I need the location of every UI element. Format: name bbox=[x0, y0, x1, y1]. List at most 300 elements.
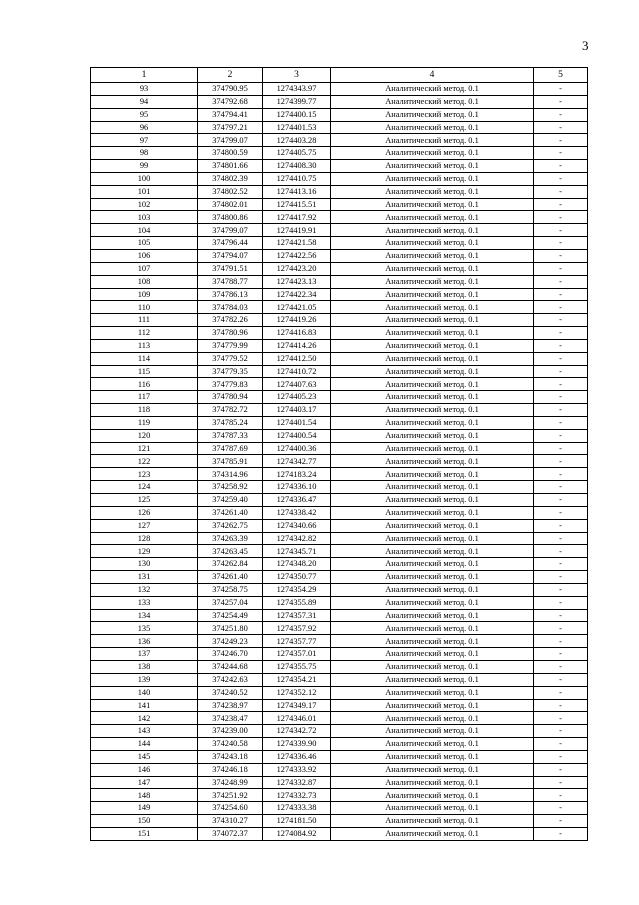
table-row bbox=[91, 83, 588, 96]
method-cell: Аналитический метод. 0.1 bbox=[331, 789, 534, 802]
table-row bbox=[91, 712, 588, 725]
x-coordinate-cell: 374782.72 bbox=[198, 404, 263, 417]
x-coordinate-cell: 374261.40 bbox=[198, 571, 263, 584]
y-coordinate-cell: 1274403.28 bbox=[263, 134, 331, 147]
method-cell: Аналитический метод. 0.1 bbox=[331, 147, 534, 160]
y-coordinate-cell: 1274419.26 bbox=[263, 314, 331, 327]
x-coordinate-cell: 374246.70 bbox=[198, 648, 263, 661]
table-row bbox=[91, 339, 588, 352]
method-cell: Аналитический метод. 0.1 bbox=[331, 725, 534, 738]
table-row bbox=[91, 198, 588, 211]
point-number-cell: 104 bbox=[91, 224, 198, 237]
x-coordinate-cell: 374240.52 bbox=[198, 686, 263, 699]
x-coordinate-cell: 374780.94 bbox=[198, 391, 263, 404]
table-row bbox=[91, 532, 588, 545]
x-coordinate-cell: 374787.69 bbox=[198, 442, 263, 455]
x-coordinate-cell: 374251.92 bbox=[198, 789, 263, 802]
y-coordinate-cell: 1274357.92 bbox=[263, 622, 331, 635]
point-number-cell: 146 bbox=[91, 763, 198, 776]
x-coordinate-cell: 374263.45 bbox=[198, 545, 263, 558]
method-cell: Аналитический метод. 0.1 bbox=[331, 545, 534, 558]
x-coordinate-cell: 374072.37 bbox=[198, 827, 263, 840]
dash-cell: - bbox=[534, 571, 588, 584]
dash-cell: - bbox=[534, 249, 588, 262]
dash-cell: - bbox=[534, 635, 588, 648]
table-row bbox=[91, 455, 588, 468]
table-row bbox=[91, 404, 588, 417]
y-coordinate-cell: 1274352.12 bbox=[263, 686, 331, 699]
y-coordinate-cell: 1274350.77 bbox=[263, 571, 331, 584]
table-row bbox=[91, 481, 588, 494]
table-row bbox=[91, 802, 588, 815]
x-coordinate-cell: 374246.18 bbox=[198, 763, 263, 776]
point-number-cell: 98 bbox=[91, 147, 198, 160]
method-cell: Аналитический метод. 0.1 bbox=[331, 622, 534, 635]
y-coordinate-cell: 1274355.75 bbox=[263, 660, 331, 673]
point-number-cell: 115 bbox=[91, 365, 198, 378]
point-number-cell: 150 bbox=[91, 815, 198, 828]
y-coordinate-cell: 1274410.75 bbox=[263, 172, 331, 185]
table-row bbox=[91, 609, 588, 622]
y-coordinate-cell: 1274357.01 bbox=[263, 648, 331, 661]
y-coordinate-cell: 1274332.73 bbox=[263, 789, 331, 802]
x-coordinate-cell: 374779.99 bbox=[198, 339, 263, 352]
dash-cell: - bbox=[534, 609, 588, 622]
y-coordinate-cell: 1274400.36 bbox=[263, 442, 331, 455]
dash-cell: - bbox=[534, 134, 588, 147]
x-coordinate-cell: 374786.13 bbox=[198, 288, 263, 301]
x-coordinate-cell: 374785.24 bbox=[198, 416, 263, 429]
method-cell: Аналитический метод. 0.1 bbox=[331, 699, 534, 712]
method-cell: Аналитический метод. 0.1 bbox=[331, 442, 534, 455]
method-cell: Аналитический метод. 0.1 bbox=[331, 314, 534, 327]
point-number-cell: 126 bbox=[91, 506, 198, 519]
method-cell: Аналитический метод. 0.1 bbox=[331, 83, 534, 96]
table-row bbox=[91, 160, 588, 173]
dash-cell: - bbox=[534, 815, 588, 828]
dash-cell: - bbox=[534, 738, 588, 751]
dash-cell: - bbox=[534, 802, 588, 815]
table-row bbox=[91, 789, 588, 802]
table-row bbox=[91, 262, 588, 275]
dash-cell: - bbox=[534, 532, 588, 545]
column-header-2: 2 bbox=[198, 68, 263, 83]
x-coordinate-cell: 374243.18 bbox=[198, 750, 263, 763]
point-number-cell: 136 bbox=[91, 635, 198, 648]
y-coordinate-cell: 1274415.51 bbox=[263, 198, 331, 211]
method-cell: Аналитический метод. 0.1 bbox=[331, 95, 534, 108]
x-coordinate-cell: 374238.97 bbox=[198, 699, 263, 712]
dash-cell: - bbox=[534, 211, 588, 224]
table-row bbox=[91, 327, 588, 340]
method-cell: Аналитический метод. 0.1 bbox=[331, 635, 534, 648]
dash-cell: - bbox=[534, 648, 588, 661]
x-coordinate-cell: 374794.41 bbox=[198, 108, 263, 121]
method-cell: Аналитический метод. 0.1 bbox=[331, 763, 534, 776]
x-coordinate-cell: 374780.96 bbox=[198, 327, 263, 340]
method-cell: Аналитический метод. 0.1 bbox=[331, 468, 534, 481]
dash-cell: - bbox=[534, 712, 588, 725]
point-number-cell: 114 bbox=[91, 352, 198, 365]
table-row bbox=[91, 776, 588, 789]
table-row bbox=[91, 815, 588, 828]
table-row bbox=[91, 763, 588, 776]
x-coordinate-cell: 374248.99 bbox=[198, 776, 263, 789]
dash-cell: - bbox=[534, 95, 588, 108]
point-number-cell: 139 bbox=[91, 673, 198, 686]
table-row bbox=[91, 686, 588, 699]
method-cell: Аналитический метод. 0.1 bbox=[331, 391, 534, 404]
method-cell: Аналитический метод. 0.1 bbox=[331, 532, 534, 545]
point-number-cell: 125 bbox=[91, 494, 198, 507]
table-row bbox=[91, 827, 588, 840]
x-coordinate-cell: 374800.86 bbox=[198, 211, 263, 224]
y-coordinate-cell: 1274354.29 bbox=[263, 583, 331, 596]
table-row bbox=[91, 391, 588, 404]
method-cell: Аналитический метод. 0.1 bbox=[331, 134, 534, 147]
y-coordinate-cell: 1274399.77 bbox=[263, 95, 331, 108]
method-cell: Аналитический метод. 0.1 bbox=[331, 249, 534, 262]
point-number-cell: 121 bbox=[91, 442, 198, 455]
method-cell: Аналитический метод. 0.1 bbox=[331, 673, 534, 686]
method-cell: Аналитический метод. 0.1 bbox=[331, 481, 534, 494]
method-cell: Аналитический метод. 0.1 bbox=[331, 519, 534, 532]
dash-cell: - bbox=[534, 558, 588, 571]
method-cell: Аналитический метод. 0.1 bbox=[331, 815, 534, 828]
x-coordinate-cell: 374262.75 bbox=[198, 519, 263, 532]
dash-cell: - bbox=[534, 763, 588, 776]
x-coordinate-cell: 374251.80 bbox=[198, 622, 263, 635]
method-cell: Аналитический метод. 0.1 bbox=[331, 237, 534, 250]
x-coordinate-cell: 374794.07 bbox=[198, 249, 263, 262]
y-coordinate-cell: 1274181.50 bbox=[263, 815, 331, 828]
y-coordinate-cell: 1274410.72 bbox=[263, 365, 331, 378]
dash-cell: - bbox=[534, 776, 588, 789]
table-row bbox=[91, 545, 588, 558]
dash-cell: - bbox=[534, 442, 588, 455]
dash-cell: - bbox=[534, 750, 588, 763]
method-cell: Аналитический метод. 0.1 bbox=[331, 275, 534, 288]
table-row bbox=[91, 494, 588, 507]
point-number-cell: 112 bbox=[91, 327, 198, 340]
y-coordinate-cell: 1274400.54 bbox=[263, 429, 331, 442]
table-row bbox=[91, 237, 588, 250]
point-number-cell: 109 bbox=[91, 288, 198, 301]
method-cell: Аналитический метод. 0.1 bbox=[331, 494, 534, 507]
point-number-cell: 144 bbox=[91, 738, 198, 751]
dash-cell: - bbox=[534, 494, 588, 507]
table-row bbox=[91, 571, 588, 584]
method-cell: Аналитический метод. 0.1 bbox=[331, 198, 534, 211]
method-cell: Аналитический метод. 0.1 bbox=[331, 660, 534, 673]
y-coordinate-cell: 1274349.17 bbox=[263, 699, 331, 712]
table-row bbox=[91, 725, 588, 738]
method-cell: Аналитический метод. 0.1 bbox=[331, 609, 534, 622]
method-cell: Аналитический метод. 0.1 bbox=[331, 571, 534, 584]
y-coordinate-cell: 1274338.42 bbox=[263, 506, 331, 519]
method-cell: Аналитический метод. 0.1 bbox=[331, 262, 534, 275]
method-cell: Аналитический метод. 0.1 bbox=[331, 596, 534, 609]
y-coordinate-cell: 1274405.23 bbox=[263, 391, 331, 404]
point-number-cell: 128 bbox=[91, 532, 198, 545]
y-coordinate-cell: 1274419.91 bbox=[263, 224, 331, 237]
dash-cell: - bbox=[534, 275, 588, 288]
dash-cell: - bbox=[534, 288, 588, 301]
method-cell: Аналитический метод. 0.1 bbox=[331, 416, 534, 429]
table-row bbox=[91, 648, 588, 661]
table-row bbox=[91, 699, 588, 712]
y-coordinate-cell: 1274401.53 bbox=[263, 121, 331, 134]
point-number-cell: 138 bbox=[91, 660, 198, 673]
point-number-cell: 94 bbox=[91, 95, 198, 108]
x-coordinate-cell: 374796.44 bbox=[198, 237, 263, 250]
table-row bbox=[91, 185, 588, 198]
y-coordinate-cell: 1274336.47 bbox=[263, 494, 331, 507]
table-row bbox=[91, 660, 588, 673]
point-number-cell: 105 bbox=[91, 237, 198, 250]
method-cell: Аналитический метод. 0.1 bbox=[331, 738, 534, 751]
dash-cell: - bbox=[534, 365, 588, 378]
method-cell: Аналитический метод. 0.1 bbox=[331, 827, 534, 840]
x-coordinate-cell: 374257.04 bbox=[198, 596, 263, 609]
point-number-cell: 140 bbox=[91, 686, 198, 699]
dash-cell: - bbox=[534, 583, 588, 596]
table-row bbox=[91, 249, 588, 262]
dash-cell: - bbox=[534, 519, 588, 532]
table-row bbox=[91, 352, 588, 365]
x-coordinate-cell: 374244.68 bbox=[198, 660, 263, 673]
table-body bbox=[91, 83, 588, 841]
point-number-cell: 100 bbox=[91, 172, 198, 185]
table-row bbox=[91, 172, 588, 185]
method-cell: Аналитический метод. 0.1 bbox=[331, 429, 534, 442]
method-cell: Аналитический метод. 0.1 bbox=[331, 339, 534, 352]
x-coordinate-cell: 374802.01 bbox=[198, 198, 263, 211]
x-coordinate-cell: 374259.40 bbox=[198, 494, 263, 507]
y-coordinate-cell: 1274336.10 bbox=[263, 481, 331, 494]
table-row bbox=[91, 224, 588, 237]
y-coordinate-cell: 1274348.20 bbox=[263, 558, 331, 571]
table-row bbox=[91, 314, 588, 327]
method-cell: Аналитический метод. 0.1 bbox=[331, 802, 534, 815]
table-row bbox=[91, 301, 588, 314]
point-number-cell: 111 bbox=[91, 314, 198, 327]
point-number-cell: 103 bbox=[91, 211, 198, 224]
dash-cell: - bbox=[534, 83, 588, 96]
method-cell: Аналитический метод. 0.1 bbox=[331, 327, 534, 340]
point-number-cell: 132 bbox=[91, 583, 198, 596]
dash-cell: - bbox=[534, 160, 588, 173]
table-row bbox=[91, 673, 588, 686]
dash-cell: - bbox=[534, 686, 588, 699]
y-coordinate-cell: 1274421.58 bbox=[263, 237, 331, 250]
y-coordinate-cell: 1274408.30 bbox=[263, 160, 331, 173]
table-row bbox=[91, 378, 588, 391]
method-cell: Аналитический метод. 0.1 bbox=[331, 352, 534, 365]
method-cell: Аналитический метод. 0.1 bbox=[331, 108, 534, 121]
method-cell: Аналитический метод. 0.1 bbox=[331, 776, 534, 789]
dash-cell: - bbox=[534, 660, 588, 673]
x-coordinate-cell: 374792.68 bbox=[198, 95, 263, 108]
point-number-cell: 127 bbox=[91, 519, 198, 532]
y-coordinate-cell: 1274422.56 bbox=[263, 249, 331, 262]
x-coordinate-cell: 374784.03 bbox=[198, 301, 263, 314]
table-row bbox=[91, 596, 588, 609]
point-number-cell: 145 bbox=[91, 750, 198, 763]
x-coordinate-cell: 374779.35 bbox=[198, 365, 263, 378]
dash-cell: - bbox=[534, 455, 588, 468]
dash-cell: - bbox=[534, 506, 588, 519]
point-number-cell: 142 bbox=[91, 712, 198, 725]
table-row bbox=[91, 365, 588, 378]
y-coordinate-cell: 1274336.46 bbox=[263, 750, 331, 763]
point-number-cell: 133 bbox=[91, 596, 198, 609]
method-cell: Аналитический метод. 0.1 bbox=[331, 185, 534, 198]
point-number-cell: 101 bbox=[91, 185, 198, 198]
x-coordinate-cell: 374799.07 bbox=[198, 134, 263, 147]
x-coordinate-cell: 374787.33 bbox=[198, 429, 263, 442]
y-coordinate-cell: 1274343.97 bbox=[263, 83, 331, 96]
dash-cell: - bbox=[534, 404, 588, 417]
dash-cell: - bbox=[534, 673, 588, 686]
table-row bbox=[91, 468, 588, 481]
y-coordinate-cell: 1274346.01 bbox=[263, 712, 331, 725]
table-row bbox=[91, 429, 588, 442]
y-coordinate-cell: 1274183.24 bbox=[263, 468, 331, 481]
y-coordinate-cell: 1274412.50 bbox=[263, 352, 331, 365]
point-number-cell: 110 bbox=[91, 301, 198, 314]
point-number-cell: 116 bbox=[91, 378, 198, 391]
method-cell: Аналитический метод. 0.1 bbox=[331, 648, 534, 661]
y-coordinate-cell: 1274416.83 bbox=[263, 327, 331, 340]
table-row bbox=[91, 635, 588, 648]
method-cell: Аналитический метод. 0.1 bbox=[331, 378, 534, 391]
table-row bbox=[91, 442, 588, 455]
point-number-cell: 107 bbox=[91, 262, 198, 275]
dash-cell: - bbox=[534, 622, 588, 635]
method-cell: Аналитический метод. 0.1 bbox=[331, 455, 534, 468]
dash-cell: - bbox=[534, 416, 588, 429]
dash-cell: - bbox=[534, 827, 588, 840]
y-coordinate-cell: 1274332.87 bbox=[263, 776, 331, 789]
y-coordinate-cell: 1274342.77 bbox=[263, 455, 331, 468]
dash-cell: - bbox=[534, 596, 588, 609]
table-row bbox=[91, 121, 588, 134]
method-cell: Аналитический метод. 0.1 bbox=[331, 583, 534, 596]
y-coordinate-cell: 1274400.15 bbox=[263, 108, 331, 121]
dash-cell: - bbox=[534, 185, 588, 198]
y-coordinate-cell: 1274357.31 bbox=[263, 609, 331, 622]
table-row bbox=[91, 622, 588, 635]
y-coordinate-cell: 1274403.17 bbox=[263, 404, 331, 417]
point-number-cell: 143 bbox=[91, 725, 198, 738]
x-coordinate-cell: 374262.84 bbox=[198, 558, 263, 571]
dash-cell: - bbox=[534, 224, 588, 237]
dash-cell: - bbox=[534, 198, 588, 211]
dash-cell: - bbox=[534, 314, 588, 327]
x-coordinate-cell: 374239.00 bbox=[198, 725, 263, 738]
y-coordinate-cell: 1274342.72 bbox=[263, 725, 331, 738]
dash-cell: - bbox=[534, 391, 588, 404]
point-number-cell: 123 bbox=[91, 468, 198, 481]
table-row bbox=[91, 108, 588, 121]
y-coordinate-cell: 1274405.75 bbox=[263, 147, 331, 160]
table-row bbox=[91, 750, 588, 763]
x-coordinate-cell: 374240.58 bbox=[198, 738, 263, 751]
point-number-cell: 102 bbox=[91, 198, 198, 211]
y-coordinate-cell: 1274354.21 bbox=[263, 673, 331, 686]
y-coordinate-cell: 1274340.66 bbox=[263, 519, 331, 532]
y-coordinate-cell: 1274333.38 bbox=[263, 802, 331, 815]
x-coordinate-cell: 374788.77 bbox=[198, 275, 263, 288]
x-coordinate-cell: 374310.27 bbox=[198, 815, 263, 828]
dash-cell: - bbox=[534, 262, 588, 275]
dash-cell: - bbox=[534, 545, 588, 558]
y-coordinate-cell: 1274345.71 bbox=[263, 545, 331, 558]
point-number-cell: 129 bbox=[91, 545, 198, 558]
y-coordinate-cell: 1274355.89 bbox=[263, 596, 331, 609]
y-coordinate-cell: 1274357.77 bbox=[263, 635, 331, 648]
method-cell: Аналитический метод. 0.1 bbox=[331, 160, 534, 173]
method-cell: Аналитический метод. 0.1 bbox=[331, 365, 534, 378]
method-cell: Аналитический метод. 0.1 bbox=[331, 172, 534, 185]
x-coordinate-cell: 374261.40 bbox=[198, 506, 263, 519]
dash-cell: - bbox=[534, 172, 588, 185]
point-number-cell: 106 bbox=[91, 249, 198, 262]
y-coordinate-cell: 1274401.54 bbox=[263, 416, 331, 429]
x-coordinate-cell: 374785.91 bbox=[198, 455, 263, 468]
x-coordinate-cell: 374249.23 bbox=[198, 635, 263, 648]
y-coordinate-cell: 1274423.13 bbox=[263, 275, 331, 288]
table-row bbox=[91, 275, 588, 288]
point-number-cell: 131 bbox=[91, 571, 198, 584]
x-coordinate-cell: 374790.95 bbox=[198, 83, 263, 96]
point-number-cell: 134 bbox=[91, 609, 198, 622]
point-number-cell: 135 bbox=[91, 622, 198, 635]
point-number-cell: 117 bbox=[91, 391, 198, 404]
x-coordinate-cell: 374263.39 bbox=[198, 532, 263, 545]
x-coordinate-cell: 374242.63 bbox=[198, 673, 263, 686]
dash-cell: - bbox=[534, 108, 588, 121]
table-row bbox=[91, 95, 588, 108]
point-number-cell: 95 bbox=[91, 108, 198, 121]
y-coordinate-cell: 1274414.26 bbox=[263, 339, 331, 352]
dash-cell: - bbox=[534, 468, 588, 481]
x-coordinate-cell: 374314.96 bbox=[198, 468, 263, 481]
method-cell: Аналитический метод. 0.1 bbox=[331, 288, 534, 301]
y-coordinate-cell: 1274423.20 bbox=[263, 262, 331, 275]
x-coordinate-cell: 374802.52 bbox=[198, 185, 263, 198]
method-cell: Аналитический метод. 0.1 bbox=[331, 224, 534, 237]
dash-cell: - bbox=[534, 429, 588, 442]
point-number-cell: 99 bbox=[91, 160, 198, 173]
table-row bbox=[91, 558, 588, 571]
method-cell: Аналитический метод. 0.1 bbox=[331, 506, 534, 519]
point-number-cell: 108 bbox=[91, 275, 198, 288]
table-row bbox=[91, 147, 588, 160]
dash-cell: - bbox=[534, 237, 588, 250]
dash-cell: - bbox=[534, 301, 588, 314]
table-row bbox=[91, 288, 588, 301]
point-number-cell: 118 bbox=[91, 404, 198, 417]
dash-cell: - bbox=[534, 725, 588, 738]
y-coordinate-cell: 1274333.92 bbox=[263, 763, 331, 776]
method-cell: Аналитический метод. 0.1 bbox=[331, 121, 534, 134]
point-number-cell: 120 bbox=[91, 429, 198, 442]
point-number-cell: 96 bbox=[91, 121, 198, 134]
dash-cell: - bbox=[534, 339, 588, 352]
table-row bbox=[91, 519, 588, 532]
